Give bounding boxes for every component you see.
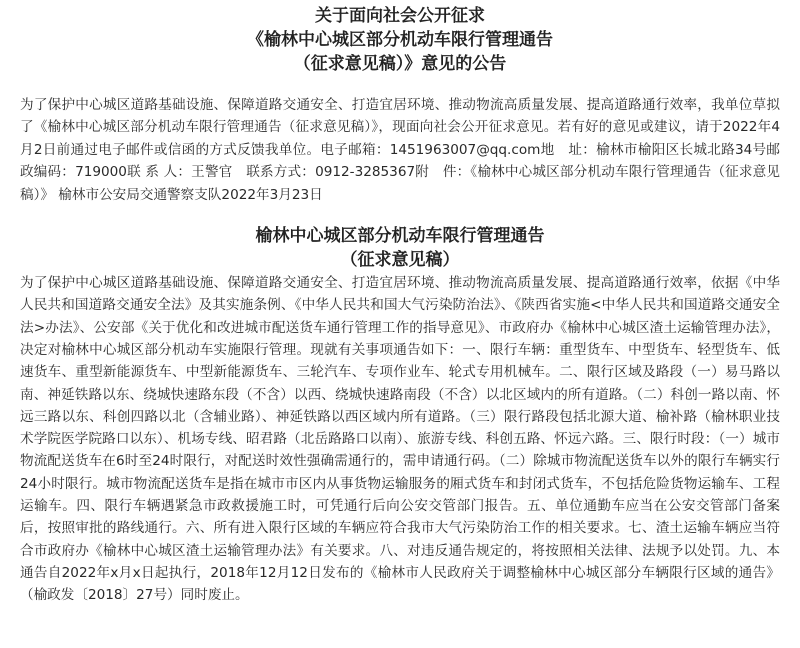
announcement-title-line-1: 关于面向社会公开征求	[315, 6, 485, 26]
notice-body: 为了保护中心城区道路基础设施、保障道路交通安全、打造宜居环境、推动物流高质量发展、提高道路通行效率，依据《中华人民共和国道路交通安全法》及其实施条例、《中华人民共和国大气污染防治法》、《陕西省实施<中华人民共和国道路交通安全法>办法》、公安部《关于优化和改进城市配送货车通行管理工作的指导意见》、市政府办《榆林中心城区渣土运输管理办法》，决定对榆林中心城区部分机动车实施限行管理。现就有关事项通告如下：一、限行车辆：重型货车、中型货车、轻型货车、低速货车、重型新能源货车、中型新能源货车、三轮汽车、专项作业车、轮式专用机械车。二、限行区域及路段（一）易马路以南、神延铁路以东、绕城快速路东段（不含）以西、绕城快速路南段（不含）以北区域内的所有道路。（二）科创一路以南、怀远三路以东、科创四路以北（含辅业路）、神延铁路以西区域内所有道路。（三）限行路段包括北源大道、榆补路（榆林职业技术学院医学院路口以东）、机场专线、昭君路（北岳路路口以南）、旅游专线、科创五路、怀远六路。三、限行时段：（一）城市物流配送货车在6时至24时限行，对配送时效性强确需通行的，需申请通行码。（二）除城市物流配送货车以外的限行车辆实行24小时限行。城市物流配送货车是指在城市市区内从事货物运输服务的厢式货车和封闭式货车，不包括危险货物运输车、工程运输车。四、限行车辆遇紧急市政救援施工时，可凭通行后向公安交管部门报告。五、单位通勤车应当在公安交管部门备案后，按照审批的路线通行。六、所有进入限行区域的车辆应符合我市大气污染防治工作的相关要求。七、渣土运输车辆应当符合市政府办《榆林中心城区渣土运输管理办法》有关要求。八、对违反通告规定的，将按照相关法律、法规予以处罚。九、本通告自2022年x月x日起执行，2018年12月12日发布的《榆林市人民政府关于调整榆林中心城区部分车辆限行区域的通告》（榆政发〔2018〕27号）同时废止。	[20, 275, 780, 604]
announcement-body: 为了保护中心城区道路基础设施、保障道路交通安全、打造宜居环境、推动物流高质量发展、提高道路通行效率，我单位草拟了《榆林中心城区部分机动车限行管理通告（征求意见稿）》，现面向社会公开征求意见。若有好的意见或建议，请于2022年4月2日前通过电子邮件或信函的方式反馈我单位。电子邮箱：1451963007@qq.com地 址：榆林市榆阳区长城北路34号邮政编码：719000联 系 人：王警官 联系方式：0912-3285367附 件：《榆林中心城区部分机动车限行管理通告（征求意见稿）》 榆林市公安局交通警察支队2022年3月23日	[20, 97, 780, 203]
notice-title-line-1: 榆林中心城区部分机动车限行管理通告	[255, 226, 545, 247]
announcement-title-line-2: 《榆林中心城区部分机动车限行管理通告	[247, 30, 553, 50]
announcement-title-line-3: （征求意见稿）》意见的公告	[293, 54, 507, 74]
notice-title-line-2: （征求意见稿）	[340, 250, 460, 271]
announcement-title	[20, 4, 780, 76]
notice-title	[20, 224, 780, 272]
